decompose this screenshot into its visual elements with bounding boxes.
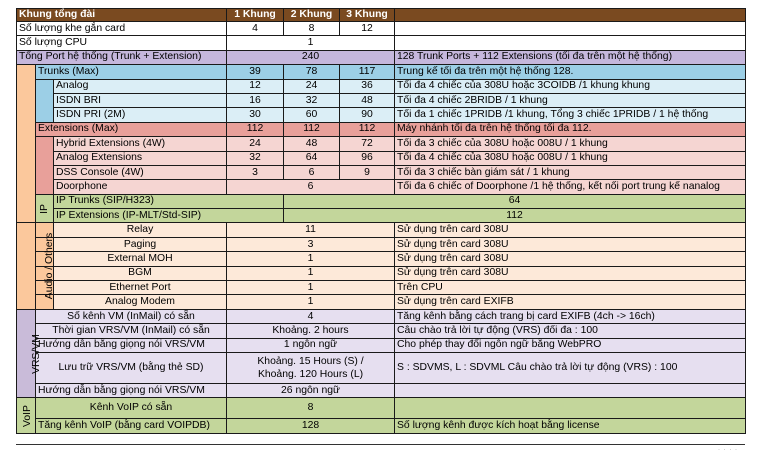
note: Tăng kênh bằng cách trang bị card EXIFB (4ch -> 16ch) (395, 309, 746, 323)
label: Thời gian VRS/VM (InMail) có sẵn (36, 324, 227, 338)
label: Số lượng CPU (17, 36, 227, 50)
label: Relay (54, 223, 227, 237)
row-isdn-bri (17, 93, 746, 107)
note: Sử dụng trên card 308U (395, 266, 746, 280)
value-3: 96 (340, 151, 395, 165)
value-1: 16 (227, 93, 284, 107)
row-isdn-pri (17, 108, 746, 122)
value: 1 (227, 281, 395, 295)
value-3: 90 (340, 108, 395, 122)
note: S : SDVMS, L : SDVML Câu chào trả lời tự động (VRS) : 100 (395, 352, 746, 383)
note: Tối đa 4 chiếc 2BRIDB / 1 khung (395, 93, 746, 107)
label: IP Trunks (SIP/H323) (54, 194, 284, 208)
label: Ethernet Port (54, 281, 227, 295)
value: 8 (227, 398, 395, 419)
decorative-dots: · · · · (718, 447, 738, 453)
section-audio (17, 223, 56, 309)
section-ports-left (17, 65, 36, 223)
row-extensions (17, 122, 746, 136)
header-col3: 3 Khung (340, 9, 395, 22)
label: External MOH (54, 252, 227, 266)
note: Máy nhánh tối đa trên hệ thống tối đa 112. (395, 122, 746, 136)
row-doorphone (17, 180, 746, 194)
header-row (17, 9, 746, 22)
note: 128 Trunk Ports + 112 Extensions (tối đa trên một hệ thống) (395, 50, 746, 64)
trunk-indent (36, 79, 54, 122)
note: Câu chào trả lời tự động (VRS) đối đa : 100 (395, 324, 746, 338)
label: Số kênh VM (InMail) có sẵn (36, 309, 227, 323)
value-2: 6 (284, 165, 340, 179)
header-title: Khung tổng đài (17, 9, 227, 22)
row-ip-trunks (17, 194, 746, 208)
value-1: 4 (227, 22, 284, 36)
row-relay (17, 223, 746, 237)
row-analog (17, 79, 746, 93)
note: Sử dụng trên card 308U (395, 252, 746, 266)
value-3: 12 (340, 22, 395, 36)
label: Tổng Port hệ thống (Trunk + Extension) (17, 50, 227, 64)
note: Tối đa 1 chiếc 1PRIDB /1 khung, Tổng 3 chiếc 1PRIDB / 1 hệ thống (395, 108, 746, 122)
note (395, 398, 746, 419)
note: Tối đa 3 chiếc bàn giám sát / 1 khung (395, 165, 746, 179)
row-paging (17, 237, 746, 251)
row-bgm (17, 266, 746, 280)
value-3: 48 (340, 93, 395, 107)
row-vm-storage (17, 352, 746, 383)
value-2: 112 (284, 122, 340, 136)
pbx-spec-table (16, 8, 746, 434)
section-vrs-label: VRS/VM (30, 333, 42, 374)
row-trunks (17, 65, 746, 79)
value-1: 12 (227, 79, 284, 93)
row-dss (17, 165, 746, 179)
value-1: 3 (227, 165, 284, 179)
note: Tối đa 4 chiếc của 308U hoặc 3COIDB /1 khung khung (395, 79, 746, 93)
ext-indent (36, 137, 54, 195)
value-1: 32 (227, 151, 284, 165)
value: 1 (227, 295, 395, 309)
value: 1 (227, 252, 395, 266)
label: Hướng dẫn bằng giọng nói VRS/VM (36, 338, 227, 352)
value-3: 36 (340, 79, 395, 93)
value: 1 ngôn ngữ (227, 338, 395, 352)
row-vm-guide (17, 338, 746, 352)
section-audio-label: Audio / Others (44, 232, 56, 300)
label: Analog Modem (54, 295, 227, 309)
value (227, 352, 395, 383)
note: Tối đa 6 chiếc of Doorphone /1 hệ thống, kết nối port trung kế nanalog (395, 180, 746, 194)
row-voip-add (17, 419, 746, 433)
section-voip (17, 398, 36, 433)
row-total (17, 50, 746, 64)
label: Hybrid Extensions (4W) (54, 137, 227, 151)
note: Tối đa 4 chiếc của 308U hoặc 008U / 1 khung (395, 151, 746, 165)
row-modem (17, 295, 746, 309)
label: Hướng dẫn bằng giọng nói VRS/VM (36, 383, 227, 397)
note (395, 22, 746, 36)
note: Cho phép thay đổi ngôn ngữ bằng WebPRO (395, 338, 746, 352)
value-2: 64 (284, 151, 340, 165)
label: Tăng kênh VoIP (bằng card VOIPDB) (36, 419, 227, 433)
value-3: 72 (340, 137, 395, 151)
row-ethernet (17, 281, 746, 295)
row-analog-ext (17, 151, 746, 165)
note: Tối đa 3 chiếc của 308U hoặc 008U / 1 khung (395, 137, 746, 151)
row-voip-channels (17, 398, 746, 419)
row-vm-guide2 (17, 383, 746, 397)
label: ISDN BRI (54, 93, 227, 107)
header-note (395, 9, 746, 22)
header-col1: 1 Khung (227, 9, 284, 22)
value-2: 24 (284, 79, 340, 93)
note: Sử dụng trên card 308U (395, 237, 746, 251)
note: Sử dụng trên card 308U (395, 223, 746, 237)
label: ISDN PRI (2M) (54, 108, 227, 122)
value-1: 39 (227, 65, 284, 79)
row-hybrid (17, 137, 746, 151)
value-2: 8 (284, 22, 340, 36)
note: Trung kế tối đa trên một hệ thống 128. (395, 65, 746, 79)
value: 26 ngôn ngữ (227, 383, 395, 397)
value: 112 (284, 209, 746, 223)
label: Trunks (Max) (36, 65, 227, 79)
value-line-1: Khoảng. 15 Hours (S) / (257, 355, 364, 367)
label: IP Extensions (IP-MLT/Std-SIP) (54, 209, 284, 223)
label: Analog (54, 79, 227, 93)
note (395, 36, 746, 50)
note: Trên CPU (395, 281, 746, 295)
value-1: 112 (227, 122, 284, 136)
value-3: 112 (340, 122, 395, 136)
value-2: 78 (284, 65, 340, 79)
header-col2: 2 Khung (284, 9, 340, 22)
label: Kênh VoIP có sẵn (36, 398, 227, 419)
value: 240 (227, 50, 395, 64)
value: 6 (227, 180, 395, 194)
value: Khoảng. 2 hours (227, 324, 395, 338)
value-1: 24 (227, 137, 284, 151)
section-vrs (17, 309, 42, 398)
row-ext-moh (17, 252, 746, 266)
value-3: 9 (340, 165, 395, 179)
value-line-2: Khoảng. 120 Hours (L) (257, 368, 364, 380)
value: 128 (227, 419, 395, 433)
label: Doorphone (54, 180, 227, 194)
note: Sử dụng trên card EXIFB (395, 295, 746, 309)
label: Analog Extensions (54, 151, 227, 165)
value-2: 60 (284, 108, 340, 122)
bottom-divider (16, 444, 745, 445)
value: 1 (227, 266, 395, 280)
value-2: 32 (284, 93, 340, 107)
row-cpu (17, 36, 746, 50)
label: Paging (54, 237, 227, 251)
value: 3 (227, 237, 395, 251)
label: Lưu trữ VRS/VM (bằng thẻ SD) (36, 352, 227, 383)
section-voip-label: VoIP (21, 404, 33, 427)
value: 4 (227, 309, 395, 323)
value: 64 (284, 194, 746, 208)
label: Số lượng khe gắn card (17, 22, 227, 36)
row-vm-channels (17, 309, 746, 323)
note: Số lượng kênh được kích hoạt bằng license (395, 419, 746, 433)
row-vm-time (17, 324, 746, 338)
value-1: 30 (227, 108, 284, 122)
value: 11 (227, 223, 395, 237)
value: 1 (227, 36, 395, 50)
label: Extensions (Max) (36, 122, 227, 136)
row-slots (17, 22, 746, 36)
value-3: 117 (340, 65, 395, 79)
value-2: 48 (284, 137, 340, 151)
section-ip-label: IP (38, 203, 50, 214)
section-ip (36, 194, 54, 223)
row-ip-ext (17, 209, 746, 223)
note (395, 383, 746, 397)
label: DSS Console (4W) (54, 165, 227, 179)
label: BGM (54, 266, 227, 280)
